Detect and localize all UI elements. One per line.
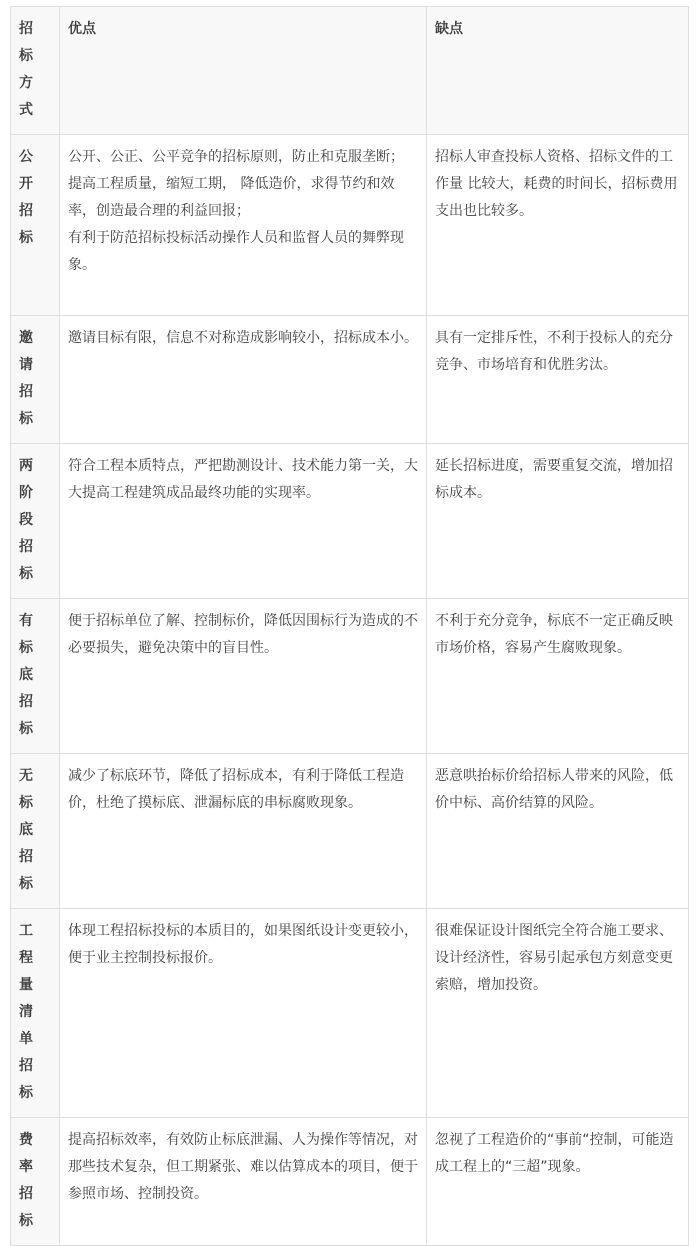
row-method-cell [11,754,60,909]
row-pros-line: 减少了标底环节，降低了招标成本，有利于降低工程造价，杜绝了摸标底、泄漏标底的串标腐败现象。 [68,768,404,811]
row-pros-line: 公开、公正、公平竞争的招标原则，防止和克服垄断； [68,149,404,165]
row-pros-line: 符合工程本质特点，严把勘测设计、技术能力第一关，大大提高工程建筑成品最终功能的实现率。 [68,458,418,501]
bidding-methods-table [10,6,689,1246]
row-cons: 恶意哄抬标价给招标人带来的风险，低价中标、高价结算的风险。 [427,754,689,909]
row-method: 两阶段招标 [19,458,33,582]
table-row [11,1118,689,1246]
row-pros-line: 提高招标效率，有效防止标底泄漏、人为操作等情况，对那些技术复杂，但工期紧张、难以估算成本的项目，便于参照市场、控制投资。 [68,1132,418,1202]
row-pros-cell [60,316,427,444]
row-method: 无标底招标 [19,768,33,892]
row-pros-line: 体现工程招标投标的本质目的，如果图纸设计变更较小，便于业主控制投标报价。 [68,923,418,966]
row-pros-cell [60,909,427,1118]
row-method: 费率招标 [19,1132,33,1229]
row-cons: 很难保证设计图纸完全符合施工要求、设计经济性，容易引起承包方刻意变更索赔，增加投资。 [427,909,689,1118]
row-cons: 不利于充分竞争，标底不一定正确反映市场价格，容易产生腐败现象。 [427,599,689,754]
row-pros-line: 便于招标单位了解、控制标价，降低因围标行为造成的不必要损失，避免决策中的盲目性。 [68,613,418,656]
header-method [11,7,60,135]
row-cons: 招标人审查投标人资格、招标文件的工作量 比较大，耗费的时间长，招标费用支出也比较多。 [427,135,689,316]
row-pros-cell [60,599,427,754]
table-row [11,599,689,754]
row-method-cell [11,444,60,599]
row-pros-line: 提高工程质量，缩短工期， 降低造价，求得节约和效率，创造最合理的利益回报； [68,176,395,219]
table-row [11,444,689,599]
row-method-cell [11,135,60,316]
row-pros-cell [60,1118,427,1246]
table-row [11,135,689,316]
header-pros: 优点 [60,7,427,135]
header-cons: 缺点 [427,7,689,135]
row-cons: 延长招标进度，需要重复交流，增加招标成本。 [427,444,689,599]
row-method-cell [11,1118,60,1246]
comparison-table-container [10,6,688,1246]
row-pros-line: 有利于防范招标投标活动操作人员和监督人员的舞弊现象。 [68,230,404,273]
row-pros-cell [60,444,427,599]
row-method-cell [11,599,60,754]
row-pros-line: 邀请目标有限，信息不对称造成影响较小，招标成本小。 [68,330,418,346]
table-row [11,754,689,909]
table-header-row [11,7,689,135]
row-method-cell [11,316,60,444]
row-cons: 具有一定排斥性，不利于投标人的充分竞争、市场培育和优胜劣汰。 [427,316,689,444]
row-method: 有标底招标 [19,613,33,737]
header-method-label: 招标方式 [19,21,33,118]
table-row [11,316,689,444]
row-method: 公开招标 [19,149,33,246]
row-method: 工程量清单招标 [19,923,33,1101]
row-cons: 忽视了工程造价的“事前“控制，可能造成工程上的“三超”现象。 [427,1118,689,1246]
row-pros-cell [60,754,427,909]
row-method: 邀请招标 [19,330,33,427]
row-pros-cell [60,135,427,316]
table-row [11,909,689,1118]
row-method-cell [11,909,60,1118]
